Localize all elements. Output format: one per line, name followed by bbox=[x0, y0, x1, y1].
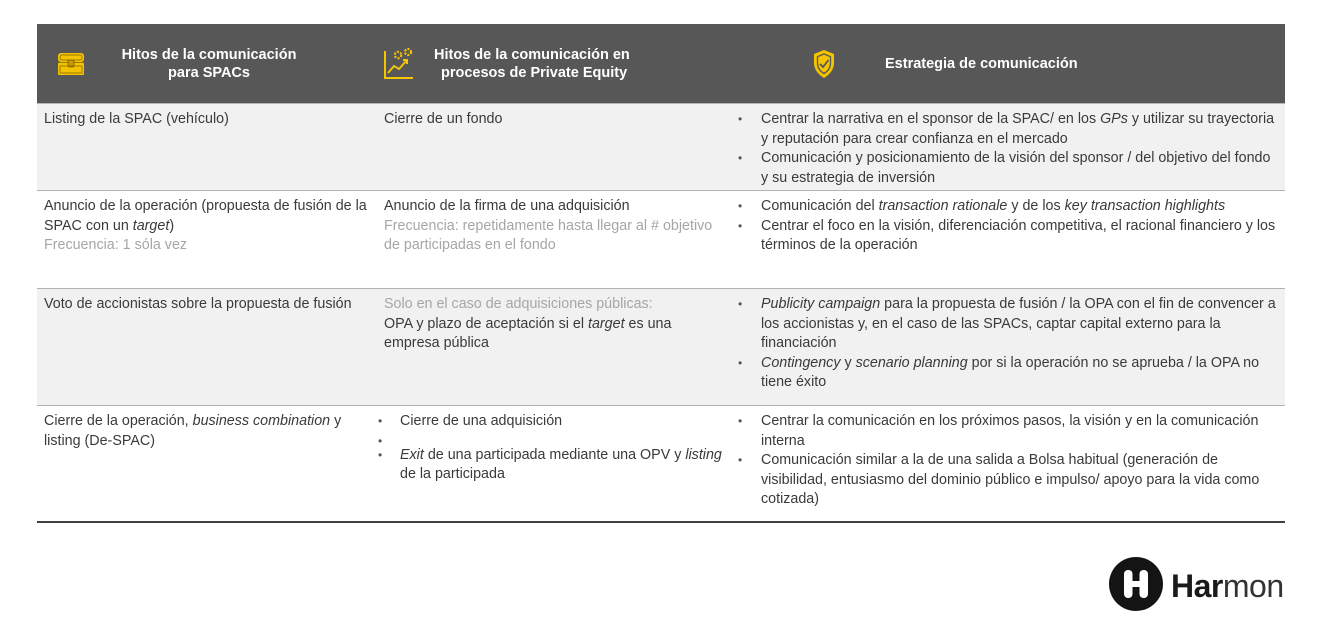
list-item: • Contingency y scenario planning por si la operación no se aprueba / la OPA no tiene éxito bbox=[733, 354, 1279, 393]
harmon-h-logo-icon bbox=[1108, 556, 1164, 617]
table-row bbox=[37, 288, 1285, 405]
list-item: • Comunicación del transaction rationale y de los key transaction highlights bbox=[733, 197, 1279, 217]
growth-chart-gears-icon bbox=[378, 47, 420, 81]
logo-wordmark: Harmon bbox=[1171, 568, 1284, 604]
list-item: • Cierre de una adquisición bbox=[378, 412, 727, 432]
row1-strategy-cell bbox=[733, 104, 1285, 190]
row2-strategy-cell bbox=[733, 191, 1285, 288]
public-acquisition-note: Solo en el caso de adquisiciones públicas: bbox=[384, 296, 653, 312]
row2-spac-cell: Anuncio de la operación (propuesta de fusión de la SPAC con un target) Frecuencia: 1 sóla vez bbox=[37, 191, 378, 288]
table-row bbox=[37, 405, 1285, 521]
row2-pe-cell: Anuncio de la firma de una adquisición Frecuencia: repetidamente hasta llegar al # objetivo de participadas en el fondo bbox=[378, 191, 733, 288]
header-col-spac bbox=[37, 24, 378, 103]
header-col3-title: Estrategia de comunicación bbox=[885, 55, 1078, 72]
header-col1-line2: para SPACs bbox=[168, 64, 250, 81]
header-col2-line1: Hitos de la comunicación en bbox=[434, 46, 630, 63]
row3-spac-cell: Voto de accionistas sobre la propuesta de fusión bbox=[44, 296, 352, 312]
table-row bbox=[37, 103, 1285, 190]
row1-pe-cell: Cierre de un fondo bbox=[384, 111, 503, 127]
row4-strategy-cell bbox=[733, 406, 1285, 521]
row4-spac-cell: Cierre de la operación, business combination y listing (De-SPAC) bbox=[44, 413, 342, 449]
table-header bbox=[37, 24, 1285, 103]
table-row bbox=[37, 190, 1285, 288]
header-col1-line1: Hitos de la comunicación bbox=[121, 46, 297, 63]
harmon-logo bbox=[1108, 556, 1284, 617]
list-item: • Comunicación y posicionamiento de la visión del sponsor / del objetivo del fondo y su estrategia de inversión bbox=[733, 149, 1279, 188]
list-item: • Centrar la narrativa en el sponsor de la SPAC/ en los GPs y utilizar su trayectoria y reputación para crear confianza en el mercado bbox=[733, 110, 1279, 149]
communication-table bbox=[37, 24, 1285, 523]
shield-check-icon bbox=[801, 49, 847, 79]
treasure-chest-icon bbox=[37, 51, 105, 77]
row3-strategy-cell bbox=[733, 289, 1285, 405]
list-item: • Publicity campaign para la propuesta de fusión / la OPA con el fin de convencer a los accionistas y, en el caso de las SPACs, captar capital externo para la financiación bbox=[733, 295, 1279, 354]
frequency-note: Frecuencia: 1 sóla vez bbox=[44, 237, 188, 253]
row3-pe-cell: Solo en el caso de adquisiciones públicas: OPA y plazo de aceptación si el target es una empresa pública bbox=[378, 289, 733, 405]
row4-pe-cell bbox=[378, 406, 733, 521]
header-col-strategy bbox=[733, 24, 1285, 103]
header-col-private-equity bbox=[378, 24, 733, 103]
list-item: • Comunicación similar a la de una salida a Bolsa habitual (generación de visibilidad, entusiasmo del dominio público e impulso/ apoyo para la vida como cotizada) bbox=[733, 451, 1279, 510]
row1-spac-cell: Listing de la SPAC (vehículo) bbox=[44, 111, 229, 127]
frequency-note: Frecuencia: repetidamente hasta llegar al # objetivo de participadas en el fondo bbox=[384, 217, 713, 253]
list-item: • Centrar el foco en la visión, diferenciación competitiva, el racional financiero y los términos de la operación bbox=[733, 217, 1279, 256]
header-col2-line2: procesos de Private Equity bbox=[441, 64, 628, 81]
list-item: • Exit de una participada mediante una OPV y listing de la participada bbox=[378, 446, 727, 485]
list-item: • Centrar la comunicación en los próximos pasos, la visión y en la comunicación interna bbox=[733, 412, 1279, 451]
